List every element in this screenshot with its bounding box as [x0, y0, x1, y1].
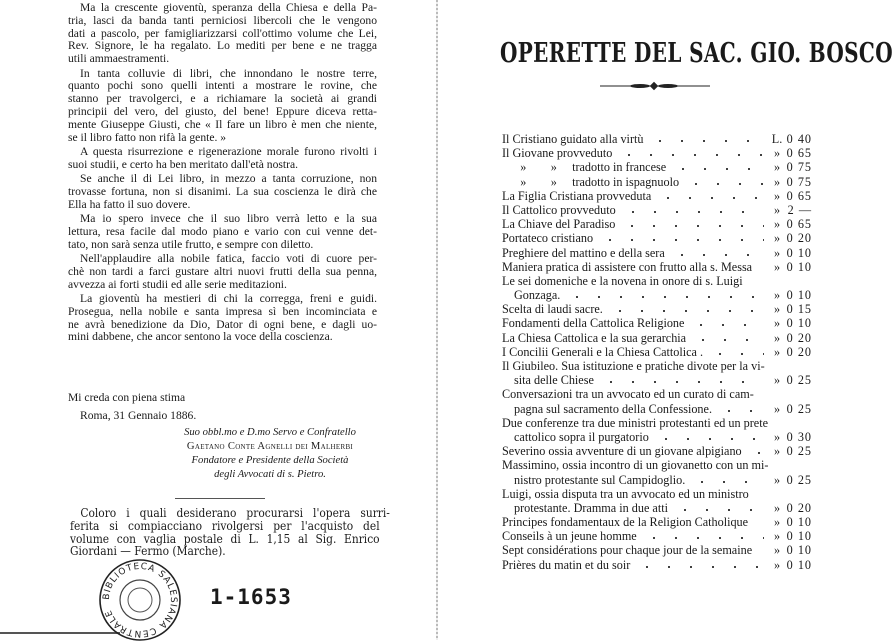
entry-row [502, 529, 812, 543]
entry-price: 0 10 [786, 529, 812, 544]
entry-price: 0 10 [786, 557, 812, 572]
price-currency-mark: » [773, 245, 781, 260]
entry-row [502, 345, 812, 359]
price-currency-mark: » [773, 146, 781, 161]
signature-line: Suo obbl.mo e D.mo Servo e Confratello [184, 427, 356, 438]
entry-row [502, 146, 812, 160]
dot-leader [600, 380, 764, 384]
entry-row [502, 316, 812, 330]
entry-title: » » tradotto in ispagnuolo [502, 174, 680, 189]
entry-title: cattolico sopra il purgatorio [514, 429, 649, 444]
text-line: In tanta colluvie di libri, che innondano le nostre terre, [80, 66, 377, 80]
catalog-entry [502, 345, 812, 359]
entry-title-line: Due conferenze tra due ministri protestanti ed un prete [502, 415, 768, 430]
text-line: trovasse fortuna, non si disanimi. La sua coscienza le dirà che [68, 184, 377, 198]
signature-name: Gaetano Conte Agnelli dei Malherbi [186, 441, 354, 452]
text-line: Nell'applaudire alla nobile fatica, faccio voti di cuore per- [80, 252, 377, 266]
entry-title: Prières du matin et du soir [502, 557, 631, 572]
text-line: mente Giuseppe Giusti, che « Il fare un libro è men che niente, [68, 117, 377, 131]
entry-title: » » tradotto in francese [502, 160, 667, 175]
catalog-entry [502, 217, 812, 231]
entry-title: I Concilii Generali e la Chiesa Cattolica . [502, 344, 704, 359]
price-currency-mark: » [773, 316, 781, 331]
notice-line: ferita si compiacciano rivolgersi per l'acquisto del [70, 517, 380, 533]
entry-row [502, 543, 812, 557]
catalog-entry [502, 558, 812, 572]
purchase-notice [70, 505, 390, 559]
catalog-entry [502, 260, 812, 274]
entry-price: 0 25 [786, 444, 812, 459]
dot-leader [609, 309, 764, 313]
price-currency-mark: » [773, 373, 781, 388]
entry-title: Sept considérations pour chaque jour de la semaine [502, 543, 753, 558]
paragraph [68, 293, 377, 344]
entry-row [502, 160, 812, 174]
entry-row [502, 132, 812, 146]
catalog-entry [502, 203, 812, 217]
entry-price: 0 75 [786, 174, 812, 189]
ornamental-rule [600, 82, 710, 90]
entry-title: Il Cristiano guidato alla virtù [502, 132, 644, 146]
entry-price: 0 10 [786, 316, 812, 331]
dot-leader [621, 224, 764, 228]
catalog-entry [502, 515, 812, 529]
entry-row [502, 288, 812, 302]
price-currency-mark: » [773, 160, 781, 175]
entry-row [502, 302, 812, 316]
entry-title: Principes fondamentaux de la Religion Catholique [502, 515, 749, 530]
price-currency-mark: » [773, 344, 781, 359]
text-line: Rev. Signore, le ha regalato. Lo mediti per bene e ne tragga [68, 39, 377, 53]
dot-leader [671, 253, 764, 257]
catalog-entry [502, 302, 812, 316]
notice-line: Giordani — Fermo (Marche). [70, 543, 226, 559]
entry-title: La Chiave del Paradiso [502, 217, 616, 232]
entry-title-line: Il Giubileo. Sua istituzione e pratiche divote per la vi- [502, 359, 765, 373]
text-line: Ma la crescente gioventù, speranza della Chiesa e della Pa- [80, 1, 377, 14]
catalog-entry [502, 175, 812, 189]
entry-price: 0 30 [786, 429, 812, 444]
entry-price: 0 25 [786, 373, 812, 388]
entry-title-line: Le sei domeniche e la novena in onore di s. Luigi [502, 273, 743, 288]
price-currency-mark: » [773, 302, 781, 317]
works-catalog [502, 132, 812, 572]
dot-leader [657, 196, 764, 200]
entry-price: 0 25 [786, 472, 812, 487]
price-currency-mark: » [773, 401, 781, 416]
entry-price: 0 10 [786, 259, 812, 274]
entry-title: Portateco cristiano [502, 231, 594, 246]
catalog-entry [502, 246, 812, 260]
entry-price: 0 25 [786, 401, 812, 416]
catalog-entry [502, 146, 812, 160]
signature-role-2: degli Avvocati di s. Pietro. [214, 469, 326, 480]
entry-row [502, 331, 812, 345]
dot-leader [709, 352, 764, 356]
inventory-number: 1-1653 [210, 585, 292, 609]
catalog-entry [502, 274, 812, 302]
entry-title-line: Conversazioni tra un avvocato ed un curato di cam- [502, 387, 754, 402]
dot-leader [685, 182, 764, 186]
entry-title: nistro protestante sul Campidoglio. [514, 472, 686, 487]
entry-price: 0 65 [786, 188, 812, 203]
text-line: Se anche il di Lei libro, in mezzo a tanta corruzione, non [80, 172, 377, 186]
catalog-entry [502, 231, 812, 245]
text-line: Ma io spero invece che il suo libro verrà letto e la sua [80, 212, 377, 226]
entry-price: 0 10 [786, 288, 812, 303]
entry-title: Severino ossia avventure di un giovane alpigiano [502, 444, 742, 459]
price-currency-mark: » [773, 288, 781, 303]
letter-body [68, 2, 377, 346]
entry-title: protestante. Dramma in due atti [514, 500, 668, 515]
dot-leader [758, 267, 764, 271]
text-line: Ella ha fatto il suo dovere. [68, 197, 191, 211]
notice-line: Coloro i quali desiderano procurarsi l'opera surri- [80, 505, 390, 520]
dot-leader [649, 139, 764, 143]
price-currency-mark: » [773, 217, 781, 232]
entry-row [502, 231, 812, 245]
entry-title: pagna sul sacramento della Confessione. [514, 401, 712, 416]
price-currency-mark: » [773, 259, 781, 274]
catalog-entry [502, 444, 812, 458]
entry-row [502, 203, 812, 217]
catalog-entry [502, 487, 812, 515]
entry-price: 0 20 [786, 344, 812, 359]
dot-leader [618, 153, 764, 157]
paragraph [68, 213, 377, 251]
text-line: La gioventù ha mestieri di chi la corregga, freni e guidi. [80, 292, 377, 306]
text-line: se il libro fatto non rifà la gente. » [68, 130, 227, 144]
entry-price: 0 65 [786, 217, 812, 232]
signature-role: Fondatore e Presidente della Società [191, 455, 349, 466]
price-currency-mark: » [773, 231, 781, 246]
entry-title: La Figlia Cristiana provveduta [502, 188, 652, 203]
paragraph [68, 253, 377, 291]
dot-leader [718, 409, 764, 413]
dot-leader [643, 536, 764, 540]
price-currency-mark: » [773, 529, 781, 544]
notice-line: volume con vaglia postale di L. 1,15 al Sig. Enrico [70, 530, 380, 546]
entry-price: 0 75 [786, 160, 812, 175]
catalog-entry [502, 160, 812, 174]
entry-row [502, 260, 812, 274]
entry-price: 0 20 [786, 500, 812, 515]
price-currency-mark: » [773, 472, 781, 487]
dot-leader [690, 323, 764, 327]
entry-title: sita delle Chiese [514, 373, 594, 388]
dot-leader [674, 508, 764, 512]
book-gutter [436, 0, 438, 640]
price-currency-mark: » [773, 543, 781, 558]
price-currency-mark: » [773, 174, 781, 189]
svg-text:BIBLIOTECA SALESIANA CENTRALE: BIBLIOTECA SALESIANA CENTRALE [101, 561, 179, 639]
price-currency-mark: » [773, 202, 781, 217]
letter-closing: Mi creda con piena stima [68, 391, 186, 404]
dot-leader [655, 437, 764, 441]
text-line: ne avrà benedizione da Dio, Dator di ogni bene, e dagli uo- [68, 317, 377, 331]
catalog-entry [502, 132, 812, 146]
entry-row [502, 558, 812, 572]
catalog-entry [502, 416, 812, 444]
entry-row [502, 515, 812, 529]
paragraph [68, 68, 377, 145]
entry-title: La Chiesa Cattolica e la sua gerarchia [502, 330, 687, 345]
entry-title-line: Luigi, ossia disputa tra un avvocato ed un ministro [502, 486, 749, 501]
paragraph [68, 2, 377, 66]
dot-leader [599, 238, 764, 242]
entry-title: Il Cattolico provveduto [502, 202, 616, 217]
price-currency-mark: L. [771, 132, 783, 146]
entry-price: 0 10 [786, 543, 812, 558]
entry-title: Il Giovane provveduto [502, 146, 613, 161]
entry-price: 0 65 [786, 146, 812, 161]
entry-row [502, 430, 812, 444]
text-line: chè non tardi a farci gustare altri nuovi frutti della sua penna, [68, 264, 377, 278]
entry-price: 0 20 [786, 231, 812, 246]
dot-leader [748, 451, 764, 455]
text-line: principii del vero, del giusto, del bene! Eppure diceva retta- [68, 104, 377, 118]
text-line: mini dabbene, che ancor sentono la voce della coscienza. [68, 330, 333, 344]
text-line: A questa risurrezione e rigenerazione morale furono rivolti i [80, 144, 377, 158]
entry-row [502, 175, 812, 189]
text-line: utili ammaestramenti. [68, 52, 170, 66]
text-line: lettura, resa facile dal modo piano e vario con cui venne det- [68, 224, 377, 238]
catalog-entry [502, 359, 812, 387]
entry-row [502, 373, 812, 387]
dot-leader [636, 565, 764, 569]
entry-price: 2 — [787, 202, 812, 217]
letter-date: Roma, 31 Gennaio 1886. [80, 409, 197, 422]
catalog-entry [502, 387, 812, 415]
catalog-entry [502, 316, 812, 330]
page-title: OPERETTE DEL SAC. GIO. BOSCO [500, 38, 893, 69]
dot-leader [754, 522, 764, 526]
price-currency-mark: » [773, 515, 781, 530]
text-line: suoi studii, e certo ha ben meritato dall'età nostra. [68, 157, 299, 171]
dot-leader [692, 338, 764, 342]
entry-title: Scelta di laudi sacre. [502, 302, 603, 317]
text-line: tato, non sarà senza utile frutto, e sempre con diletto. [68, 237, 314, 251]
text-line: stanno per travolgerci, e a richiamare la società ai grandi [68, 92, 377, 106]
text-line: dati a pascolo, per famigliarizzarsi coll'ottimo volume che Lei, [68, 26, 377, 40]
catalog-entry [502, 331, 812, 345]
entry-title: Conseils à un jeune homme [502, 529, 637, 544]
entry-title-line: Massimino, ossia incontro di un giovanetto con un mi- [502, 458, 769, 473]
dot-leader [622, 210, 764, 214]
text-line: avvezza ai forti studii ed alle serie meditazioni. [68, 277, 287, 291]
catalog-entry [502, 458, 812, 486]
paragraph [68, 173, 377, 211]
text-line: quanto pochi sono quelli intenti a mostrare le rovine, che [68, 79, 377, 93]
entry-row [502, 402, 812, 416]
price-currency-mark: » [773, 557, 781, 572]
paragraph [68, 146, 377, 172]
text-line: tria, lasci da banda tanti perniciosi libercoli che le vengono [68, 13, 377, 27]
price-currency-mark: » [773, 444, 781, 459]
catalog-entry [502, 543, 812, 557]
dot-leader [691, 480, 764, 484]
entry-title: Maniera pratica di assistere con frutto alla s. Messa [502, 259, 753, 274]
dot-leader [672, 167, 764, 171]
entry-price: 0 10 [786, 245, 812, 260]
price-currency-mark: » [773, 188, 781, 203]
entry-row [502, 217, 812, 231]
entry-price: 0 15 [786, 302, 812, 317]
entry-row [502, 444, 812, 458]
entry-row [502, 246, 812, 260]
library-stamp-icon [98, 558, 182, 642]
entry-row [502, 473, 812, 487]
catalog-entry [502, 529, 812, 543]
entry-title: Preghiere del mattino e della sera [502, 245, 665, 260]
price-currency-mark: » [773, 330, 781, 345]
entry-title: Fondamenti della Cattolica Religione [502, 316, 685, 331]
entry-price: 0 40 [786, 132, 812, 146]
entry-title: Gonzaga. [514, 288, 561, 303]
entry-price: 0 10 [786, 515, 812, 530]
price-currency-mark: » [773, 429, 781, 444]
dot-leader [566, 295, 764, 299]
section-divider [175, 498, 265, 499]
catalog-entry [502, 189, 812, 203]
text-line: Prosegua, nella nobile e santa impresa sì ben incominciata e [68, 304, 377, 318]
entry-row [502, 189, 812, 203]
price-currency-mark: » [773, 500, 781, 515]
entry-price: 0 20 [786, 330, 812, 345]
dot-leader [758, 550, 764, 554]
entry-row [502, 501, 812, 515]
